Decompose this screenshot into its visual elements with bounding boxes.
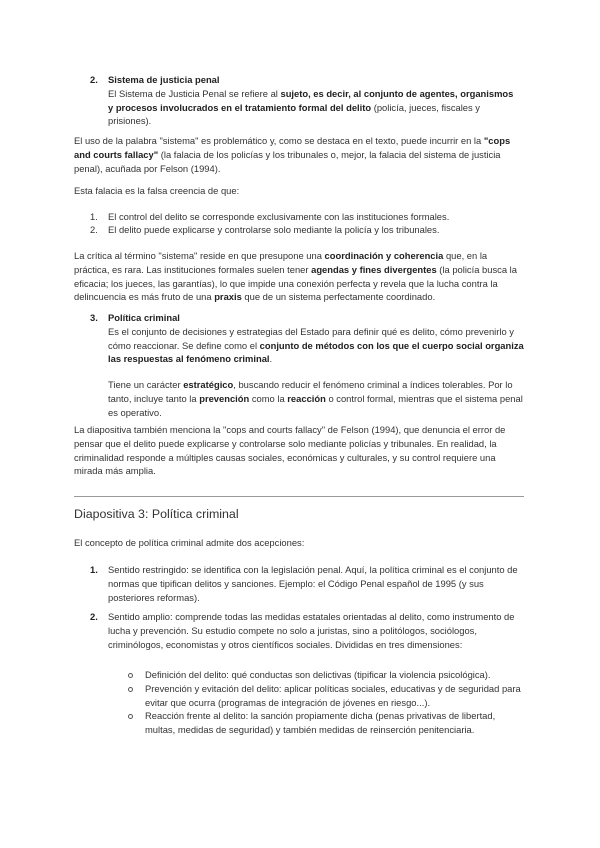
dimension-prevencion: Prevención y evitación del delito: aplicar políticas sociales, educativas y de seguridad para evitar que ocurra (programas de integración de jóvenes en riesgo...). [145, 683, 521, 708]
falacia-item-1: El control del delito se corresponde exclusivamente con las instituciones formales. [108, 211, 450, 222]
bullet-circle [128, 714, 133, 719]
dimension-definicion: Definición del delito: qué conductas son delictivas (tipificar la violencia psicológica). [145, 669, 491, 680]
dimension-reaccion: Reacción frente al delito: la sanción propiamente dicha (penas privativas de libertad, multas, medidas de seguridad) y también medidas de reinserción penitenciaria. [145, 710, 496, 735]
section-2-text: El Sistema de Justicia Penal se refiere al sujeto, es decir, al conjunto de agentes, organismos y procesos involucrados en el tratamiento formal del delito (policía, jueces, fiscales y prisiones). [108, 87, 514, 127]
section-3-title: Política criminal [108, 312, 180, 323]
falacia-item-2: El delito puede explicarse y controlarse solo mediante la policía y los tribunales. [108, 224, 440, 235]
section-3-definition: Es el conjunto de decisiones y estrategias del Estado para definir qué es delito, cómo prevenirlo y cómo reaccionar. Se define como el conjunto de métodos con los que el cuerpo social organiza las respuestas al fenómeno criminal. [108, 325, 524, 365]
paragraph-falacia: Esta falacia es la falsa creencia de que: [74, 185, 240, 196]
section-2-block [108, 73, 520, 128]
bullet-circle [128, 687, 133, 692]
paragraph-uso-sistema: El uso de la palabra "sistema" es problemático y, como se destaca en el texto, puede incurrir en la "cops and courts fallacy" (la falacia de los policías y los tribunales o, mejor, la falacia del sistema de justicia penal), acuñada por Felson (1994). [74, 135, 511, 174]
acepcion-1-number: 1. [90, 564, 98, 575]
section-3-block [108, 311, 526, 420]
section-2-number: 2. [90, 74, 98, 85]
acepcion-2-text: Sentido amplio: comprende todas las medidas estatales orientadas al delito, como instrumento de lucha y prevención. Su estudio compete no solo a juristas, sino a politólogos, sociólogos, criminólogos, economistas y otros científicos sociales. Divididas en tres dimensiones: [108, 611, 515, 650]
heading-diapositiva-3: Diapositiva 3: Política criminal [74, 507, 239, 521]
section-3-number: 3. [90, 312, 98, 323]
falacia-item-2-number: 2. [90, 224, 98, 235]
falacia-item-1-number: 1. [90, 211, 98, 222]
paragraph-diapositiva: La diapositiva también menciona la "cops and courts fallacy" de Felson (1994), que denuncia el error de pensar que el delito puede explicarse y controlarse solo mediante policías y tribunales. En realidad, la criminalidad responde a múltiples causas sociales, económicas y culturales, y su control requiere una mirada más amplia. [74, 424, 506, 477]
paragraph-critica: La crítica al término "sistema" reside en que presupone una coordinación y coherencia que, en la práctica, es rara. Las instituciones formales suelen tener agendas y fines divergentes (la policía busca la eficacia; los jueces, las garantías), lo que impide una conexión perfecta y revela que la lucha contra la delincuencia es más fruto de una praxis que de un sistema perfectamente coordinado. [74, 250, 517, 303]
bullet-circle [128, 673, 133, 678]
acepcion-2-number: 2. [90, 611, 98, 622]
section-divider [74, 496, 524, 497]
section-2-title: Sistema de justicia penal [108, 74, 220, 85]
paragraph-concepto: El concepto de política criminal admite dos acepciones: [74, 537, 305, 548]
acepcion-1-text: Sentido restringido: se identifica con la legislación penal. Aquí, la política criminal es el conjunto de normas que tipifican delitos y sanciones. Ejemplo: el Código Penal español de 1995 (y sus posteriores reformas). [108, 564, 518, 603]
section-3-strategy: Tiene un carácter estratégico, buscando reducir el fenómeno criminal a índices tolerables. Por lo tanto, incluye tanto la prevención como la reacción o control formal, mientras que el sistema penal es operativo. [108, 379, 523, 418]
